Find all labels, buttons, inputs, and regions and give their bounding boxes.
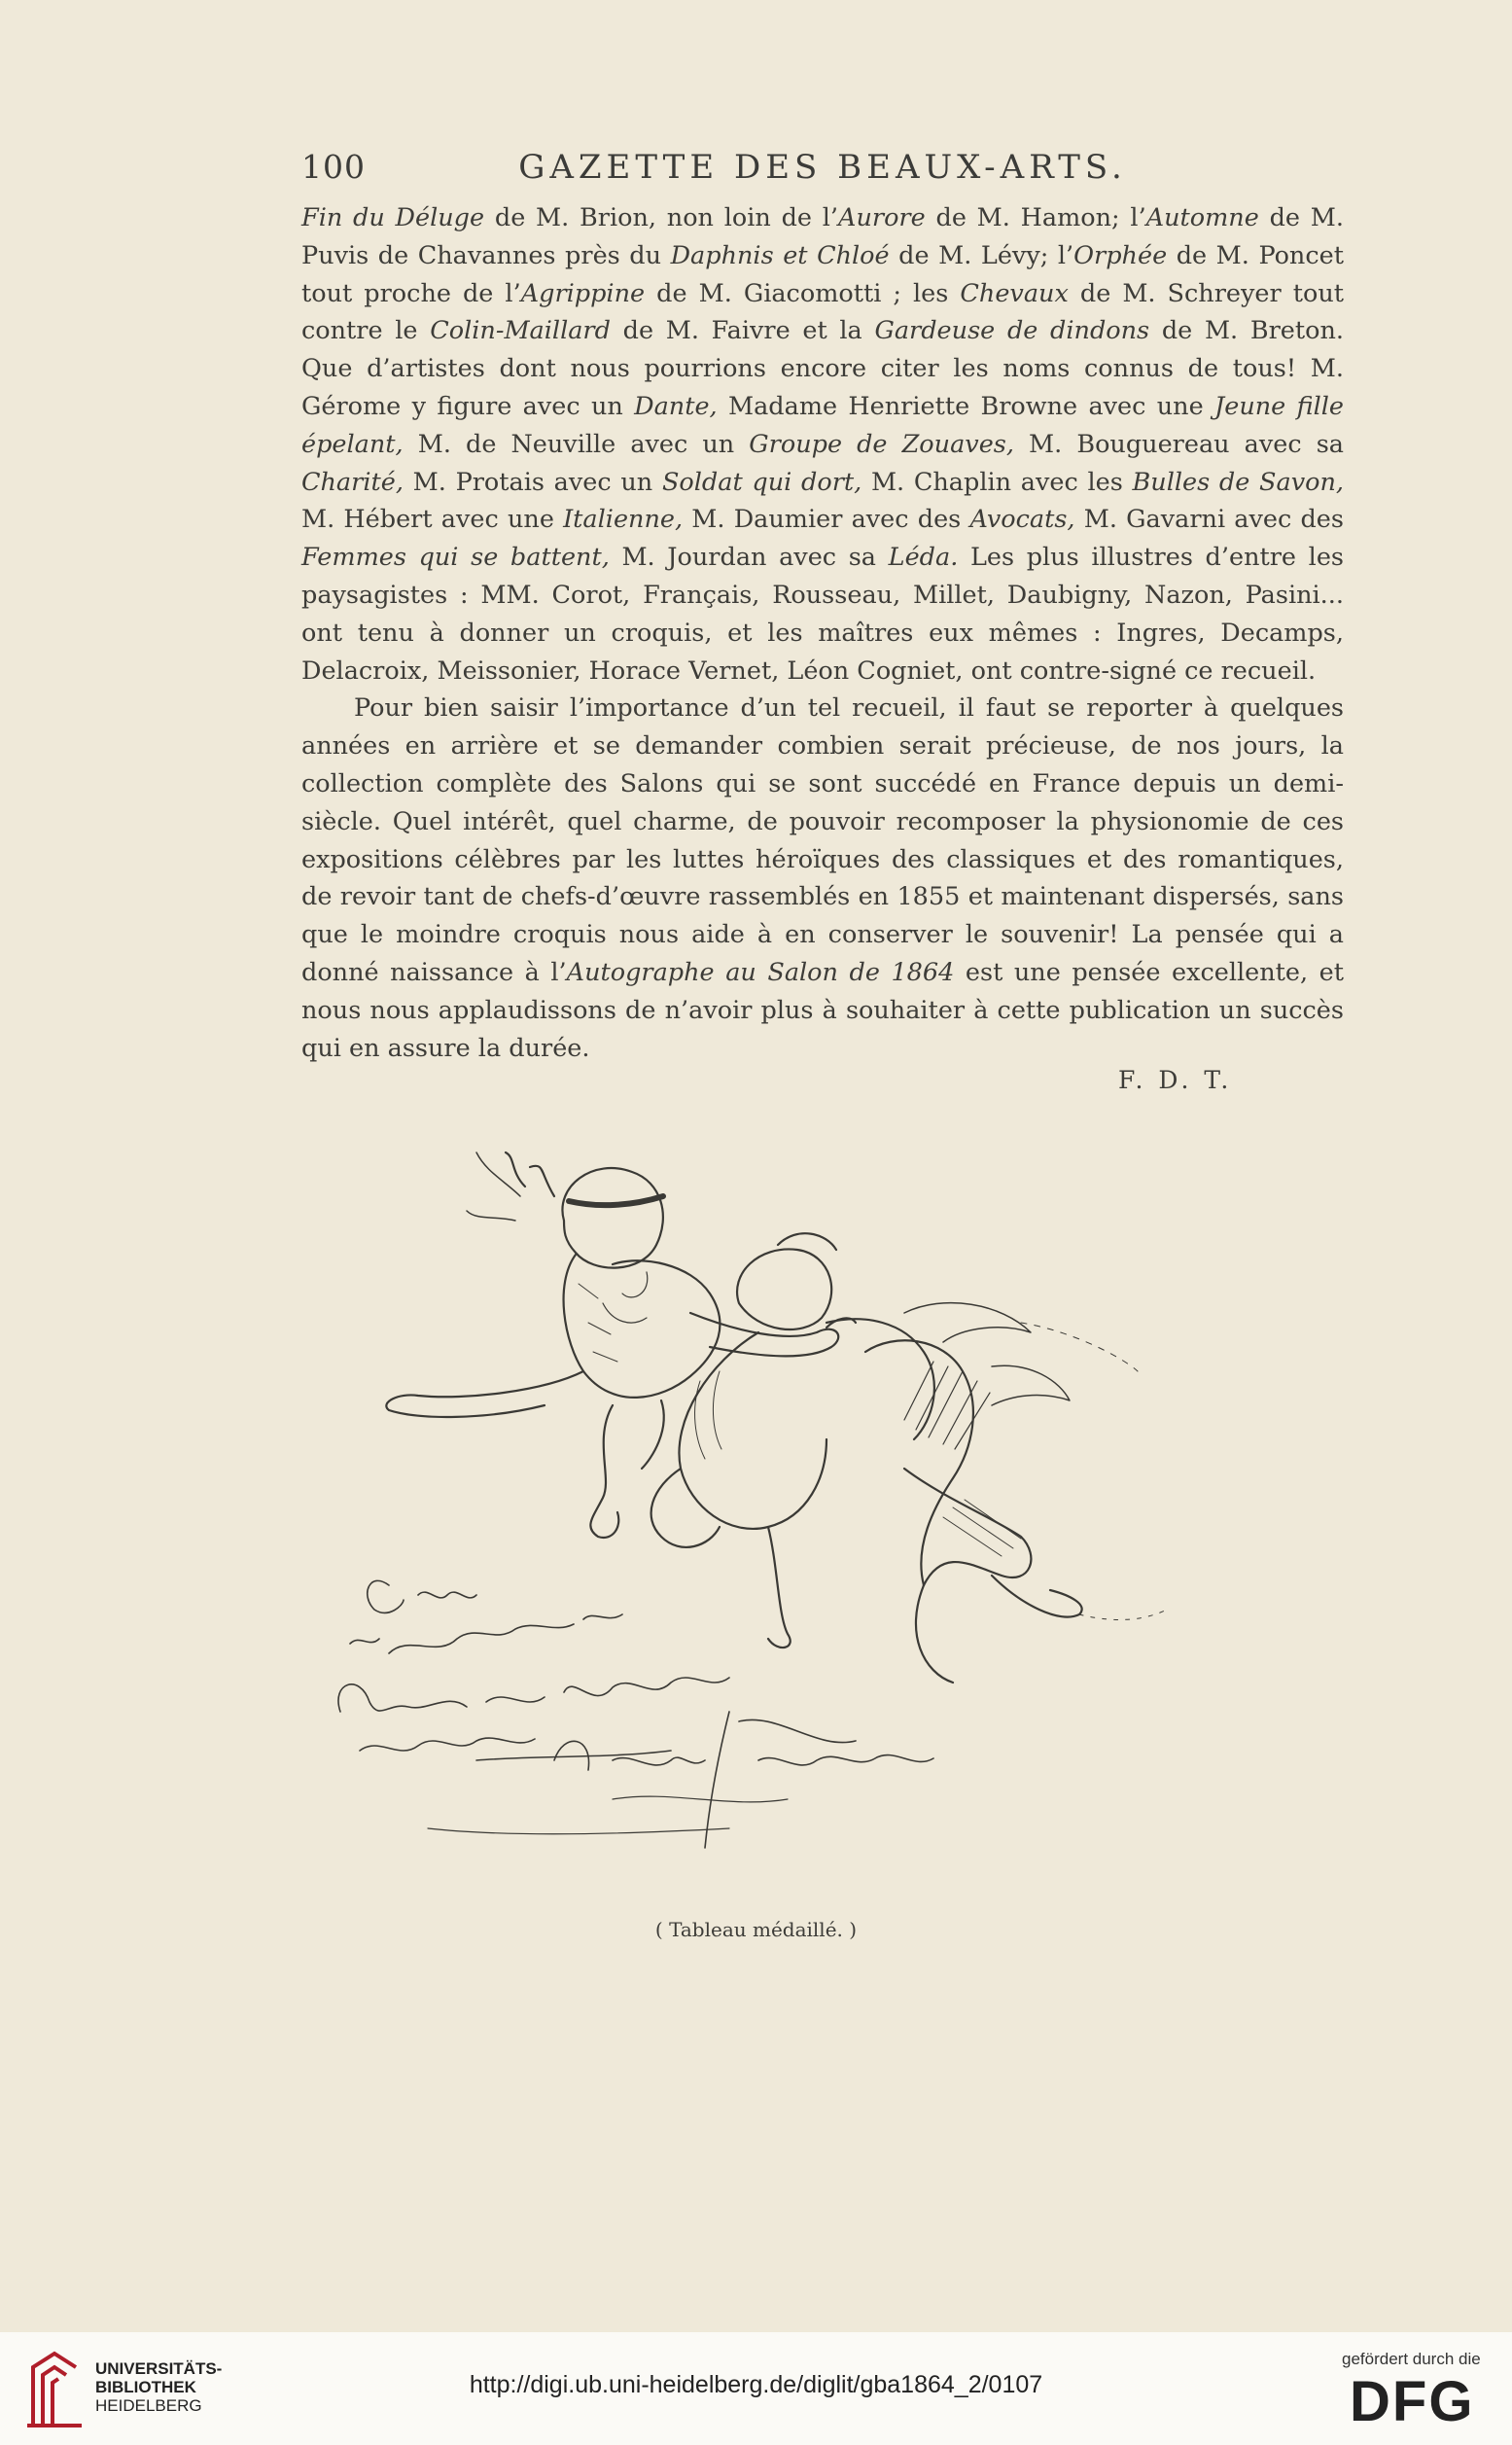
- italic-title: Charité,: [301, 467, 404, 497]
- dfg-logo: DFG: [1350, 2370, 1475, 2433]
- italic-title: Groupe de Zouaves,: [749, 429, 1014, 459]
- text-run: Les plus illustres d’entre les paysagistes : MM. Corot, Français, Rousseau, Millet, Daubigny, Nazon, Pasini... ont tenu à donner un croquis, et les maîtres eux mêmes : Ingres, Decamps, Delacroix, Meissonier, Horace Vernet, Léon Cogniet, ont contre-signé ce recueil.: [301, 543, 1344, 686]
- text-run: de M. Brion, non loin de l’: [484, 203, 839, 232]
- italic-title: Fin du Déluge: [301, 203, 485, 232]
- italic-title: Avocats,: [969, 505, 1075, 535]
- text-run: de M. Faivre et la: [610, 316, 875, 346]
- paragraph-1: [301, 199, 1344, 690]
- text-run: Madame Henriette Browne avec une: [717, 391, 1214, 421]
- italic-title: Autographe au Salon de 1864: [566, 957, 955, 987]
- italic-title: Daphnis et Chloé: [670, 240, 890, 270]
- italic-title: Léda.: [888, 543, 959, 573]
- italic-title: Dante,: [634, 391, 718, 421]
- italic-title: Bulles de Savon,: [1132, 467, 1344, 497]
- text-run: M. Chaplin avec les: [861, 467, 1133, 497]
- page-number: 100: [301, 148, 366, 186]
- italic-title: Italienne,: [563, 505, 684, 535]
- text-run: est une pensée excellente, et nous nous applaudissons de n’avoir plus à souhaiter à cette publication un succès qui en assure la durée.: [301, 957, 1344, 1063]
- text-run: M. Hébert avec une: [301, 505, 564, 535]
- text-run: M. Daumier avec des: [683, 505, 970, 535]
- text-run: de M. Lévy; l’: [889, 240, 1074, 270]
- italic-title: Orphée: [1073, 240, 1168, 270]
- article-text: [301, 199, 1344, 1067]
- text-run: M. Gavarni avec des: [1074, 505, 1344, 535]
- text-run: de M. Poncet tout proche de l’: [301, 240, 1344, 308]
- text-run: M. de Neuville avec un: [403, 429, 750, 459]
- text-run: de M. Schreyer tout contre le: [301, 278, 1344, 346]
- text-run: M. Bouguereau avec sa: [1013, 429, 1344, 459]
- figure-caption: ( Tableau médaillé. ): [654, 1918, 858, 1941]
- text-run: Pour bien saisir l’importance d’un tel recueil, il faut se reporter à quelques années en arrière et se demander combien serait précieuse, de nos jours, la collection complète des Salons qui se sont succédé en France depuis un demi-siècle. Quel intérêt, quel charme, de pouvoir recomposer la physionomie de ces expositions célèbres par les luttes héroïques des classiques et des romantiques, de revoir tant de chefs-d’œuvre rassemblés en 1855 et maintenant dispersés, sans que le moindre croquis nous aide à en conserver le souvenir! La pensée qui a donné naissance à l’: [301, 693, 1344, 987]
- cherubs-sketch-illustration: [321, 1128, 1352, 1877]
- permalink-url[interactable]: http://digi.ub.uni-heidelberg.de/diglit/gba1864_2/0107: [469, 2371, 1043, 2398]
- italic-title: Chevaux: [960, 278, 1069, 308]
- text-run: M. Jourdan avec sa: [609, 543, 889, 573]
- author-signature: F. D. T.: [1118, 1066, 1233, 1094]
- italic-title: Automne: [1145, 203, 1259, 232]
- paragraph-2: [301, 690, 1344, 1067]
- italic-title: Soldat qui dort,: [661, 467, 862, 497]
- blindfolded-cherub-figure: [386, 1152, 856, 1538]
- italic-title: Aurore: [838, 203, 926, 232]
- text-run: M. Protais avec un: [403, 467, 662, 497]
- institution-line: UNIVERSITÄTS-: [95, 2359, 223, 2378]
- institution-line: BIBLIOTHEK: [95, 2378, 196, 2396]
- italic-title: Colin-Maillard: [430, 316, 611, 346]
- running-head: GAZETTE DES BEAUX-ARTS.: [518, 148, 1127, 187]
- text-run: de M. Breton. Que d’artistes dont nous pourrions encore citer les noms connus de tous! M. Gérome y figure avec un: [301, 316, 1345, 421]
- embracing-cherubs-figure: [651, 1233, 1167, 1683]
- text-run: de M. Puvis de Chavannes près du: [301, 203, 1344, 270]
- funded-by-label: gefördert durch die: [1342, 2350, 1481, 2368]
- italic-title: Gardeuse de dindons: [874, 316, 1150, 346]
- text-run: de M. Hamon; l’: [925, 203, 1146, 232]
- institution-line: HEIDELBERG: [95, 2396, 202, 2415]
- artist-handwritten-inscription: [338, 1580, 933, 1848]
- digitization-footer: [0, 2332, 1512, 2445]
- italic-title: Jeune fille épelant,: [301, 391, 1344, 459]
- page-header: [301, 146, 1344, 193]
- italic-title: Agrippine: [520, 278, 646, 308]
- text-run: de M. Giacomotti ; les: [645, 278, 961, 308]
- italic-title: Femmes qui se battent,: [301, 543, 610, 573]
